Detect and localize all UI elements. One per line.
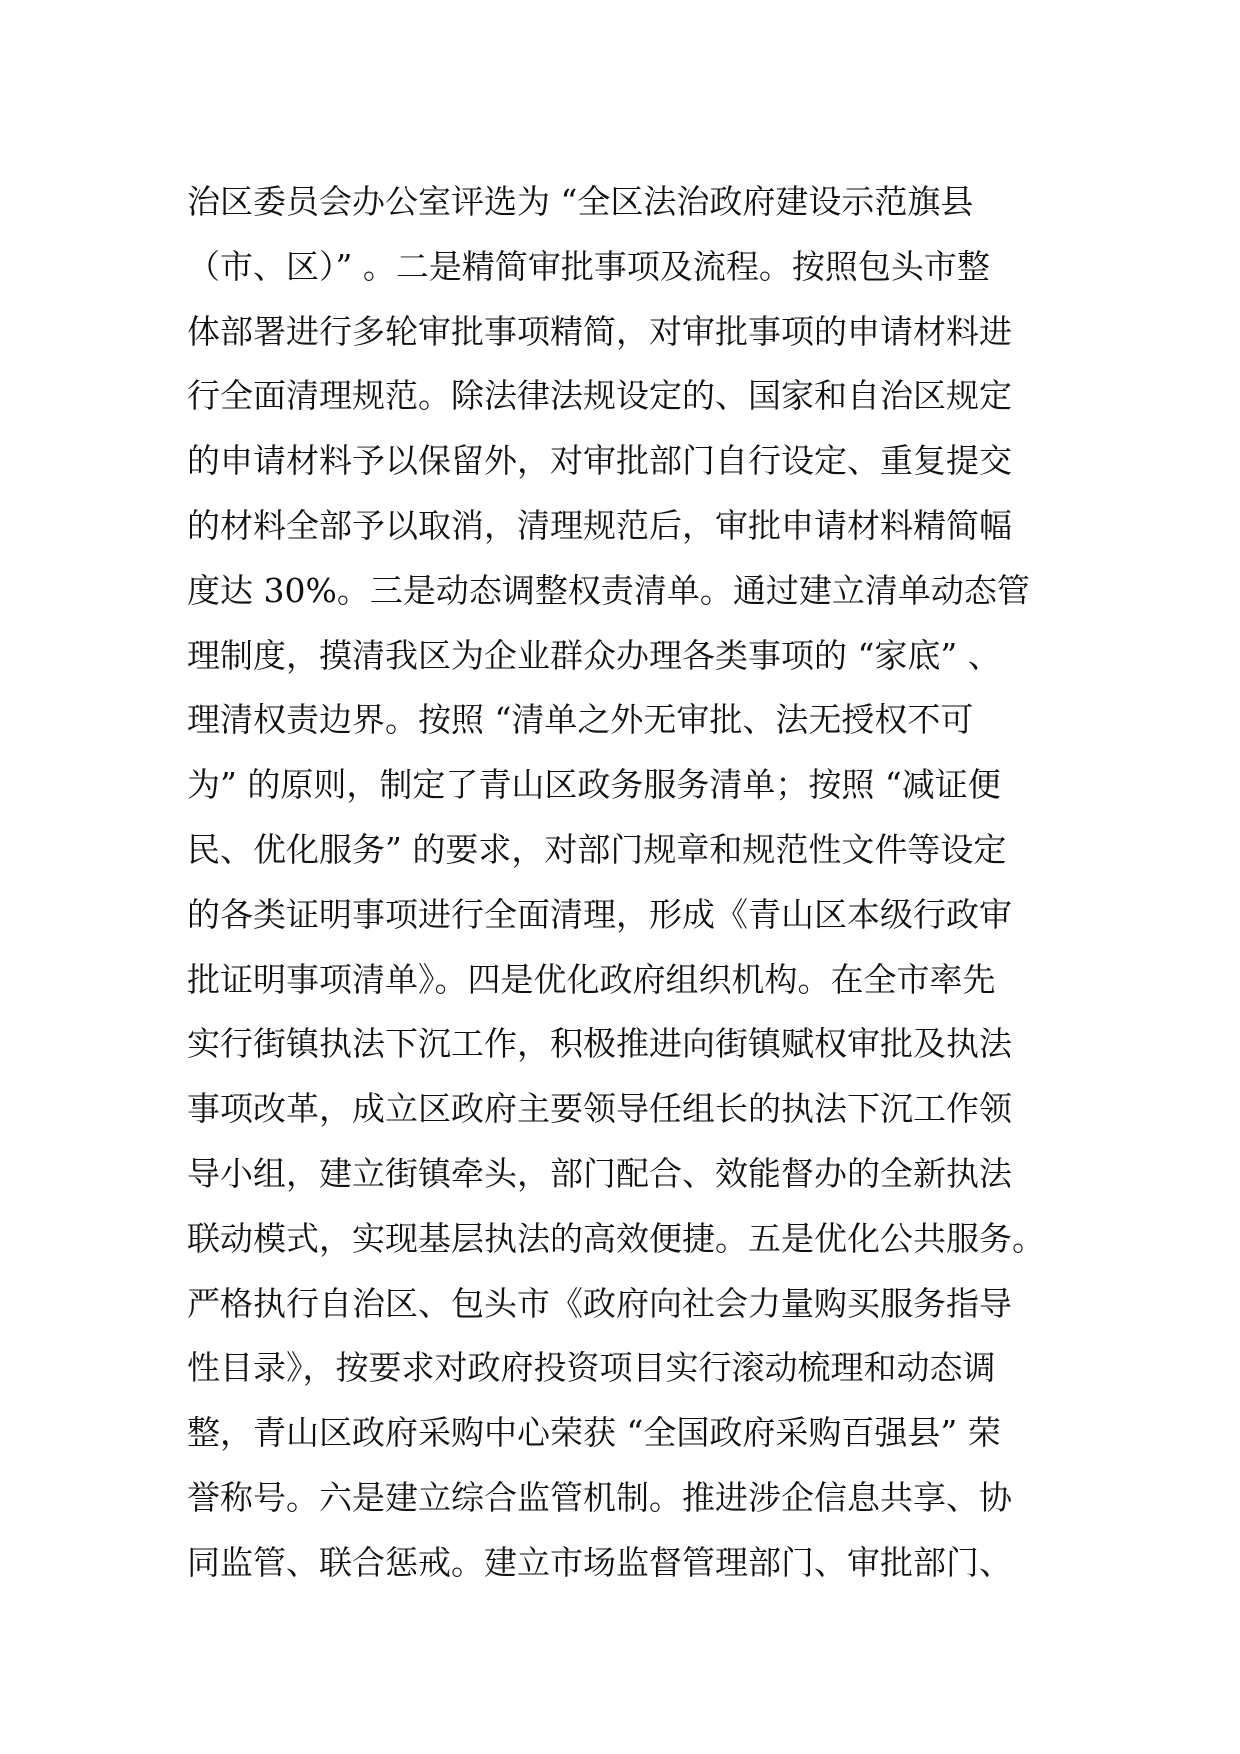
text-line: 民、优化服务” 的要求，对部门规章和规范性文件等设定	[187, 829, 1007, 869]
text-line: 实行街镇执法下沉工作，积极推进向街镇赋权审批及执法	[187, 1024, 1012, 1064]
text-line: 治区委员会办公室评选为 “全区法治政府建设示范旗县	[187, 182, 974, 221]
text-line: 体部署进行多轮审批事项精简，对审批事项的申请材料进	[187, 311, 1012, 351]
text-line: 度达 30%。三是动态调整权责清单。通过建立清单动态管	[187, 570, 1030, 610]
text-line: 事项改革，成立区政府主要领导任组长的执法下沉工作领	[187, 1089, 1012, 1129]
text-line: （市、区）” 。二是精简审批事项及流程。按照包头市整	[187, 246, 990, 286]
text-line: 联动模式，实现基层执法的高效便捷。五是优化公共服务。	[187, 1218, 1045, 1258]
text-line: 同监管、联合惩戒。建立市场监督管理部门、审批部门、	[187, 1542, 1012, 1582]
text-line: 誉称号。六是建立综合监管机制。推进涉企信息共享、协	[187, 1477, 1012, 1517]
text-line: 严格执行自治区、包头市《政府向社会力量购买服务指导	[187, 1283, 1012, 1323]
text-line: 行全面清理规范。除法律法规设定的、国家和自治区规定	[187, 376, 1012, 416]
text-line: 理制度，摸清我区为企业群众办理各类事项的 “家底” 、	[187, 635, 1001, 675]
text-line: 的材料全部予以取消，清理规范后，审批申请材料精简幅	[187, 505, 1012, 545]
text-line: 性目录》，按要求对政府投资项目实行滚动梳理和动态调	[187, 1348, 996, 1388]
text-line: 理清权责边界。按照 “清单之外无审批、法无授权不可	[187, 700, 974, 740]
text-line: 的各类证明事项进行全面清理，形成《青山区本级行政审	[187, 894, 1012, 934]
body-text	[187, 170, 1067, 1596]
text-line: 为” 的原则，制定了青山区政务服务清单；按照 “减证便	[187, 765, 1001, 805]
text-line: 的申请材料予以保留外，对审批部门自行设定、重复提交	[187, 441, 1012, 481]
text-line: 整，青山区政府采购中心荣获 “全国政府采购百强县” 荣	[187, 1413, 1001, 1453]
text-line: 批证明事项清单》。四是优化政府组织机构。在全市率先	[187, 959, 996, 999]
text-line: 导小组，建立街镇牵头，部门配合、效能督办的全新执法	[187, 1153, 1012, 1193]
